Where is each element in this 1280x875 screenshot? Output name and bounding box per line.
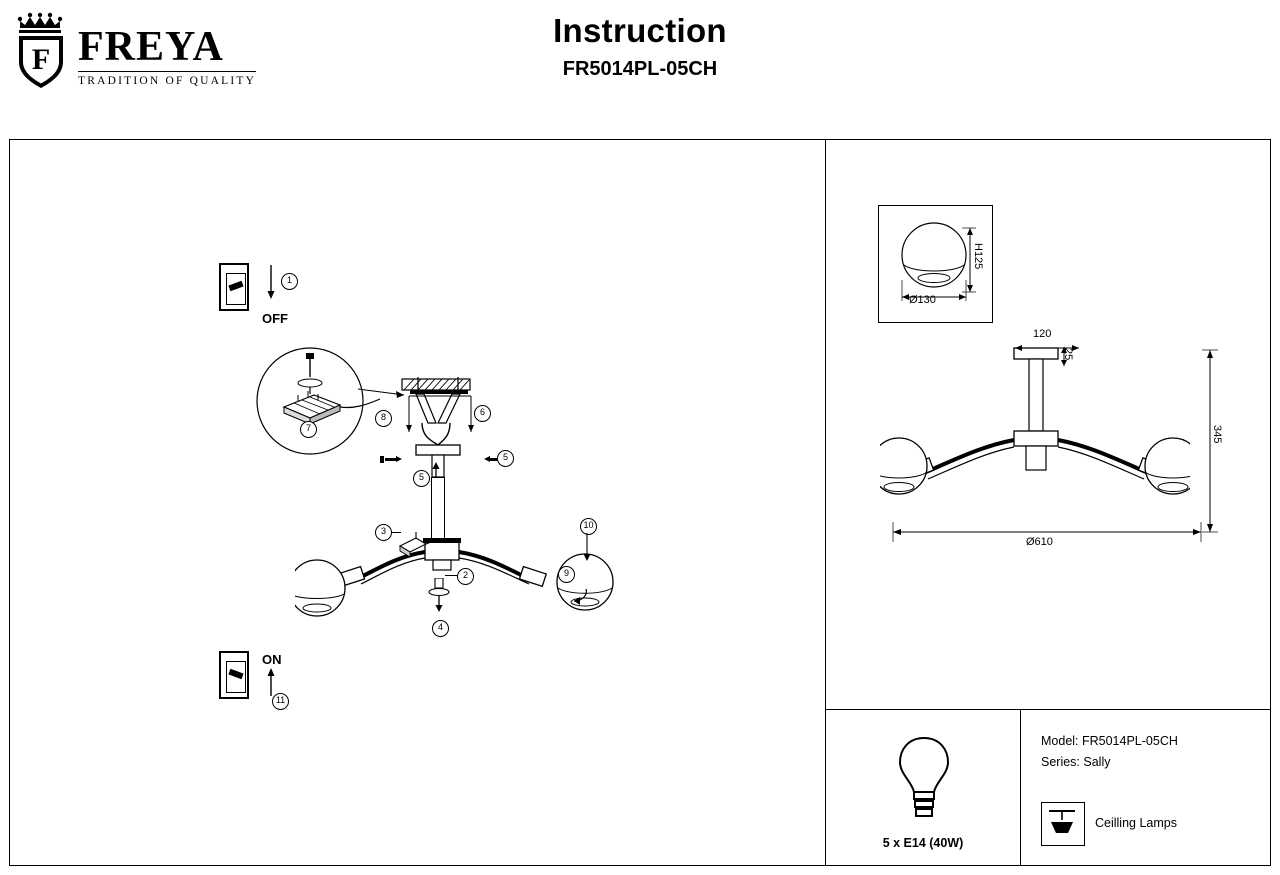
callout-5-left: 5	[413, 470, 430, 487]
collar-screw-left	[380, 452, 406, 466]
callout-3-leader	[391, 532, 401, 533]
svg-text:F: F	[31, 43, 51, 76]
arrow-down-off-icon	[264, 265, 278, 301]
wall-switch-off	[219, 263, 249, 311]
ceiling-lamp-icon	[1041, 802, 1085, 846]
callout-5-right: 5	[497, 450, 514, 467]
total-height-label: 345	[1211, 425, 1223, 444]
shade-mount-leader	[578, 533, 604, 565]
series-line: Series: Sally	[1041, 755, 1111, 769]
callout-10: 10	[580, 518, 597, 535]
canopy-width-label: 120	[1033, 328, 1052, 340]
hub-leader-line	[445, 575, 457, 576]
total-diameter-label: Ø610	[1026, 536, 1053, 548]
page-model-code: FR5014PL-05CH	[562, 58, 718, 80]
shade-diameter-label: Ø130	[909, 294, 936, 306]
model-line: Model: FR5014PL-05CH	[1041, 734, 1178, 748]
callout-11: 11	[272, 693, 289, 710]
callout-1: 1	[281, 273, 298, 290]
bulb-spec-cell	[826, 710, 1020, 866]
bulb-spec-label: 5 x E14 (40W)	[882, 836, 964, 850]
document-header	[0, 0, 1280, 110]
canopy-height-label: 25	[1062, 348, 1074, 361]
category-label: Ceilling Lamps	[1095, 816, 1177, 830]
shade-height-label: H125	[972, 243, 984, 270]
callout-6: 6	[474, 405, 491, 422]
callout-4: 4	[432, 620, 449, 637]
callout-7: 7	[300, 421, 317, 438]
bottom-finial	[428, 578, 450, 616]
callout-2: 2	[457, 568, 474, 585]
page-title: Instruction	[553, 12, 727, 49]
product-info-cell	[1021, 710, 1271, 866]
wall-switch-on	[219, 651, 249, 699]
switch-on-label: ON	[262, 652, 282, 667]
mount-span-dimension	[405, 392, 485, 438]
brand-tagline: TRADITION OF QUALITY	[78, 75, 257, 87]
bulb-insert-arrow-icon	[566, 585, 590, 607]
arm-fixing-detail	[396, 532, 440, 562]
callout-3: 3	[375, 524, 392, 541]
callout-8: 8	[375, 410, 392, 427]
switch-off-label: OFF	[262, 311, 288, 326]
arrow-up-on-icon	[264, 668, 278, 696]
fixture-dimension-drawing	[880, 340, 1190, 530]
bulb-icon	[898, 734, 950, 824]
brand-name: FREYA	[78, 24, 224, 70]
callout-9: 9	[558, 566, 575, 583]
